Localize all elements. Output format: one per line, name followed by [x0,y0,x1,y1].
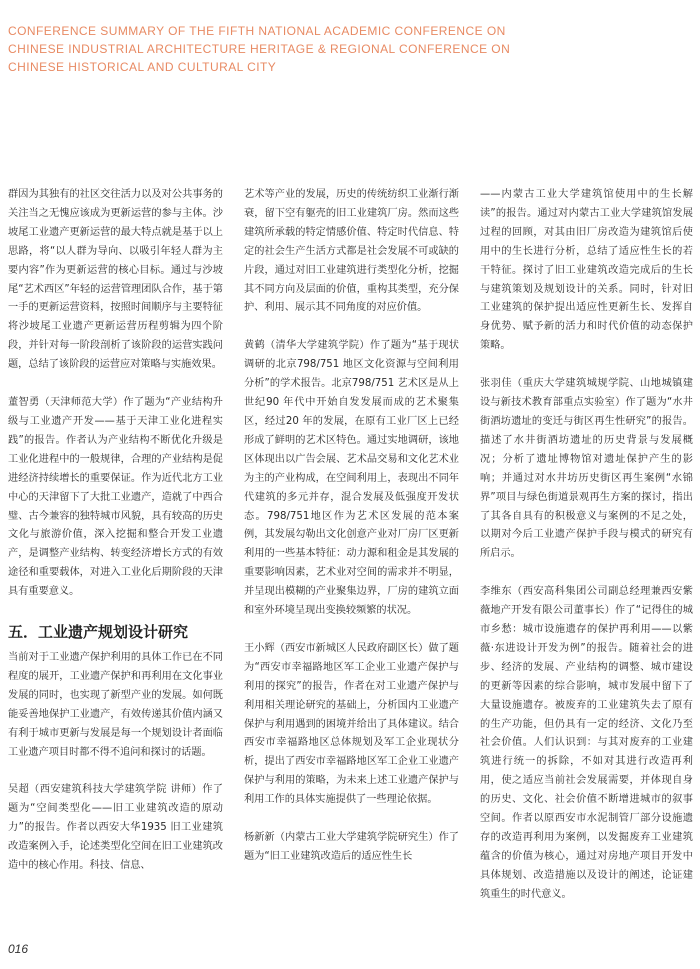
section-heading-planning-design: 五．工业遗产规划设计研究 [8,623,189,642]
paragraph-yang-xinxin-continued: ——内蒙古工业大学建筑馆使用中的生长解读”的报告。通过对内蒙古工业大学建筑馆发展过程的回顾，对其由旧厂房改造为建筑馆后使用中的生长进行分析，总结了适应性生长的若干特征。探讨了旧工业建筑改造完成后的生长与建筑策划及规划设计的关系。同时，针对旧工业建筑的保护提出适应性更新生长、发挥自身优势、赋予新的活力和时代价值的动态保护策略。 [480,189,693,352]
paragraph-huang-he: 黄鹤（清华大学建筑学院）作了题为“基于现状调研的北京798/751 地区文化资源与空间利用分析”的学术报告。北京798/751 艺术区是从上世纪90 年代中开始自发发展而成的艺术聚集区，经过20 年的发展，在原有工业厂区上已经形成了鲜明的艺术区特色。通过实地调研，该地区体现出以广告会展、艺术品交易和文化艺术业为主的产业构成，在空间利用上，表现出不同年代建筑的多元并存，混合发展及低强度开发状态。798/751地区作为艺术区发展的范本案例，其发展勾勒出文化创意产业对厂房厂区更新利用的一些基本特征：动力源和租金是其发展的重要影响因素，艺术业对空间的需求并不明显，并呈现出模糊的产业聚集边界，厂房的建筑立面和室外环境呈现出变换较频繁的状况。 [244,340,459,617]
paragraph-li-weidong: 李维东（西安高科集团公司副总经理兼西安紫薇地产开发有限公司董事长）作了“记得住的城市乡愁：城市设施遗存的保护再利用——以紫薇·东进设计开发为例”的报告。随着社会的进步、经济的发展、产业结构的调整、城市建设的更新等因素的综合影响，城市发展中留下了大量设施遗存。被废弃的工业建筑失去了原有的生产功能，但仍具有一定的经济、文化乃至社会价值。人们认识到：与其对废弃的工业建筑进行统一的拆除，不如对其进行改造再利用，使之适应当前社会发展需要，并体现自身的历史、文化、社会价值不断增进城市的叙事空间。作者以原西安市水泥制管厂部分设施遗存的改造再利用为案例，以发掘废弃工业建筑蕴含的价值为核心，通过对房地产项目开发中具体规划、改造措施以及设计的阐述，论证建筑重生的时代意义。 [480,586,693,900]
paragraph-section-intro: 当前对于工业遗产保护利用的具体工作已在不同程度的展开，工业遗产保护和再利用在文化事业发展的同时，也实现了新型产业的发展。如何既能妥善地保护工业遗产，有效传递其价值内涵又有利于城市更新与发展是每一个规划设计者面临工业遗产项目时都不得不追问和探讨的话题。 [8,652,223,758]
paragraph-wang-xiaohui: 王小辉（西安市新城区人民政府副区长）做了题为“西安市幸福路地区军工企业工业遗产保护与利用的探究”的报告，作者在对工业遗产保护与利用相关理论研究的基础上，分析国内工业遗产保护与利用遇到的困境并给出了具体建议。结合西安市幸福路地区总体规划及军工企业现状分析，提出了西安市幸福路地区军工企业工业遗产保护与利用的策略，为未来上述工业遗产保护与利用工作的具体实施提供了一些理论依据。 [244,642,459,806]
paragraph-zhang-yujia: 张羽佳（重庆大学建筑城规学院、山地城镇建设与新技术教育部重点实验室）作了题为“水井街酒坊遗址的变迁与街区再生性研究”的报告。描述了水井街酒坊遗址的历史背景与发展概况；分析了遗址博物馆对遗址保护产生的影响；并通过对水井坊历史街区再生案例“水锦界”项目与绿色街道景观再生方案的探讨，指出了其各自具有的积极意义与案例的不足之处，以期对今后工业遗产保护手段与模式的研究有所启示。 [480,378,693,560]
paragraph-wu-chao: 吴超（西安建筑科技大学建筑学院 讲师）作了题为“空间类型化——旧工业建筑改造的原动力”的报告。作者以西安大华1935 旧工业建筑改造案例入手，论述类型化空间在旧工业建筑改造中的核心作用。科技、信息、 [8,784,223,872]
paragraph-yang-xinxin: 杨新新（内蒙古工业大学建筑学院研究生）作了题为“旧工业建筑改造后的适应性生长 [244,832,459,862]
header-line-1: CONFERENCE SUMMARY OF THE FIFTH NATIONAL ACADEMIC CONFERENCE ON [8,24,506,38]
paragraph-wu-chao-continued: 艺术等产业的发展，历史的传统纺织工业渐行渐衰，留下空有躯壳的旧工业建筑厂房。然而这些建筑所承载的特定情感价值、特定时代信息、特定的社会生产生活方式都是社会发展不可或缺的片段，通过对旧工业建筑进行类型化分析，挖掘其不同方向及层面的价值，重构其类型，充分保护、利用、展示其不同角度的对应价值。 [244,189,459,314]
column-3 [480,186,693,905]
header-line-2: CHINESE INDUSTRIAL ARCHITECTURE HERITAGE & REGIONAL CONFERENCE ON [8,42,511,56]
column-1 [8,186,223,876]
page-number: 016 [8,942,29,956]
paragraph-sapowei-operation: 群因为其独有的社区交往活力以及对公共事务的关注当之无愧应该成为更新运营的参与主体。沙坡尾工业遗产更新运营的最大特点就是基于以上思路，将“以人群为导向、以吸引年轻人群为主要内容”作为更新运营的核心目标。通过与沙坡尾“艺术西区”年轻的运营管理团队合作，基于第一手的更新运营资料，按照时间顺序与主要特征将沙坡尾工业遗产更新运营历程剪辑为四个阶段，并针对每一阶段剖析了该阶段的运营实践问题，总结了该阶段的运营应对策略与实施效果。 [8,189,223,371]
column-2 [244,186,459,867]
paragraph-dong-zhiyong: 董智勇（天津师范大学）作了题为“产业结构升级与工业遗产开发——基于天津工业化进程实践”的报告。作者认为产业结构不断优化升级是工业化进程中的一般规律，合理的产业结构是促进经济持续增长的重要保证。作为近代北方工业中心的天津留下了大批工业遗产，造就了中西合璧、古今兼容的独特城市风貌，具有较高的历史文化与旅游价值，深入挖掘和整合开发工业遗产，是调整产业结构、转变经济增长方式的有效途径和重要载体，对进入工业化后期阶段的天津具有重要意义。 [8,397,223,598]
header-line-3: CHINESE HISTORICAL AND CULTURAL CITY [8,60,277,74]
conference-header [8,22,511,76]
